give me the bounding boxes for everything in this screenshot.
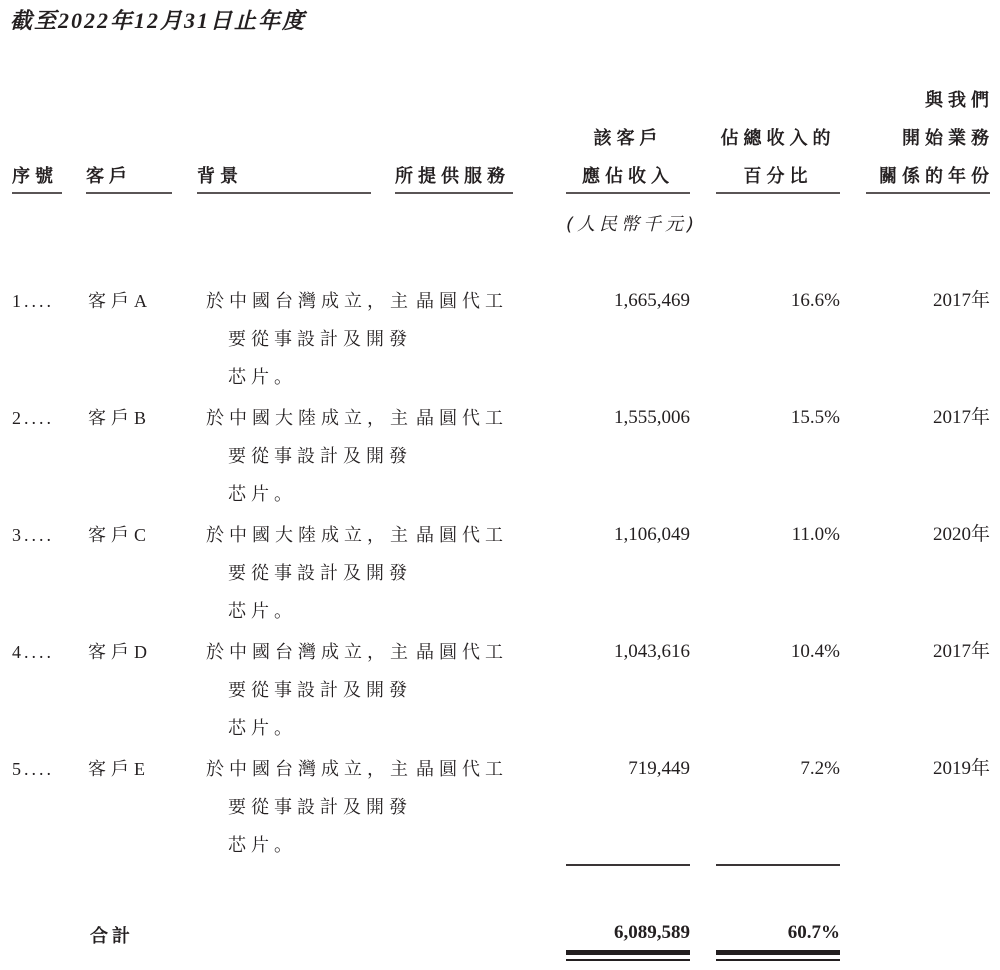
header-revenue-underline (566, 192, 690, 194)
row-seq: 1.... (12, 291, 54, 311)
row-year: 2020年 (932, 524, 990, 545)
header-background-underline (197, 192, 371, 194)
row-seq: 4.... (12, 642, 54, 662)
row-revenue: 1,555,006 (614, 407, 690, 428)
row-customer: 客戶B (88, 408, 152, 428)
row-background-line2: 要從事設計及開發 (228, 680, 412, 700)
total-double-rule-revenue-thin (566, 959, 690, 961)
row-customer: 客戶C (88, 525, 152, 545)
row-revenue: 1,043,616 (614, 641, 690, 662)
row-background-line2: 要從事設計及開發 (228, 446, 412, 466)
page-title: 截至2022年12月31日止年度 (10, 8, 307, 33)
row-seq: 5.... (12, 759, 54, 779)
header-year-line3: 關係的年份 (879, 166, 994, 187)
header-year-underline (866, 192, 990, 194)
row-customer: 客戶E (88, 759, 150, 779)
header-service: 所提供服務 (395, 166, 510, 187)
header-percent-line1: 佔總收入的 (720, 128, 836, 149)
row-year: 2017年 (932, 641, 990, 662)
row-background-line1: 於中國台灣成立，主 (206, 759, 413, 779)
row-revenue: 1,106,049 (614, 524, 690, 545)
row-year: 2017年 (932, 407, 990, 428)
header-customer-underline (86, 192, 172, 194)
total-percent: 60.7% (787, 922, 840, 943)
row-percent: 16.6% (790, 290, 840, 311)
row-service: 晶圓代工 (416, 759, 508, 779)
row-service: 晶圓代工 (416, 291, 508, 311)
header-percent-underline (716, 192, 840, 194)
total-double-rule-percent-thick (716, 950, 840, 955)
row-percent: 11.0% (791, 524, 840, 545)
row-year: 2017年 (932, 290, 990, 311)
row-revenue: 1,665,469 (614, 290, 690, 311)
row-background-line3: 芯片。 (228, 367, 297, 387)
row-percent: 7.2% (800, 758, 840, 779)
row-background-line3: 芯片。 (228, 601, 297, 621)
row-background-line1: 於中國大陸成立，主 (206, 408, 413, 428)
row-background-line3: 芯片。 (228, 484, 297, 504)
row-background-line2: 要從事設計及開發 (228, 563, 412, 583)
header-revenue-line2: 應佔收入 (582, 166, 674, 187)
header-customer: 客戶 (86, 166, 132, 187)
row-background-line2: 要從事設計及開發 (228, 329, 412, 349)
header-seq: 序號 (12, 166, 58, 187)
header-background: 背景 (197, 166, 243, 187)
row-background-line3: 芯片。 (228, 718, 297, 738)
row-percent: 10.4% (790, 641, 840, 662)
header-year-line2: 開始業務 (902, 128, 994, 149)
header-year-line1: 與我們 (925, 90, 994, 111)
row-service: 晶圓代工 (416, 525, 508, 545)
header-service-underline (395, 192, 513, 194)
header-percent-line2: 百分比 (743, 166, 813, 187)
row-service: 晶圓代工 (416, 408, 508, 428)
total-double-rule-revenue-thick (566, 950, 690, 955)
row-background-line1: 於中國台灣成立，主 (206, 291, 413, 311)
row-service: 晶圓代工 (416, 642, 508, 662)
row-customer: 客戶A (88, 291, 152, 311)
header-revenue-line1: 該客戶 (593, 128, 663, 149)
total-revenue: 6,089,589 (614, 922, 690, 943)
total-label: 合計 (90, 926, 134, 947)
row-percent: 15.5% (790, 407, 840, 428)
row-seq: 3.... (12, 525, 54, 545)
row-background-line1: 於中國大陸成立，主 (206, 525, 413, 545)
row-customer: 客戶D (88, 642, 152, 662)
subtotal-rule-revenue (566, 864, 690, 866)
subtotal-rule-percent (716, 864, 840, 866)
total-double-rule-percent-thin (716, 959, 840, 961)
row-background-line2: 要從事設計及開發 (228, 797, 412, 817)
row-background-line3: 芯片。 (228, 835, 297, 855)
row-seq: 2.... (12, 408, 54, 428)
unit-label: (人民幣千元) (566, 214, 699, 235)
row-background-line1: 於中國台灣成立，主 (206, 642, 413, 662)
row-revenue: 719,449 (628, 758, 690, 779)
row-year: 2019年 (932, 758, 990, 779)
header-seq-underline (12, 192, 62, 194)
